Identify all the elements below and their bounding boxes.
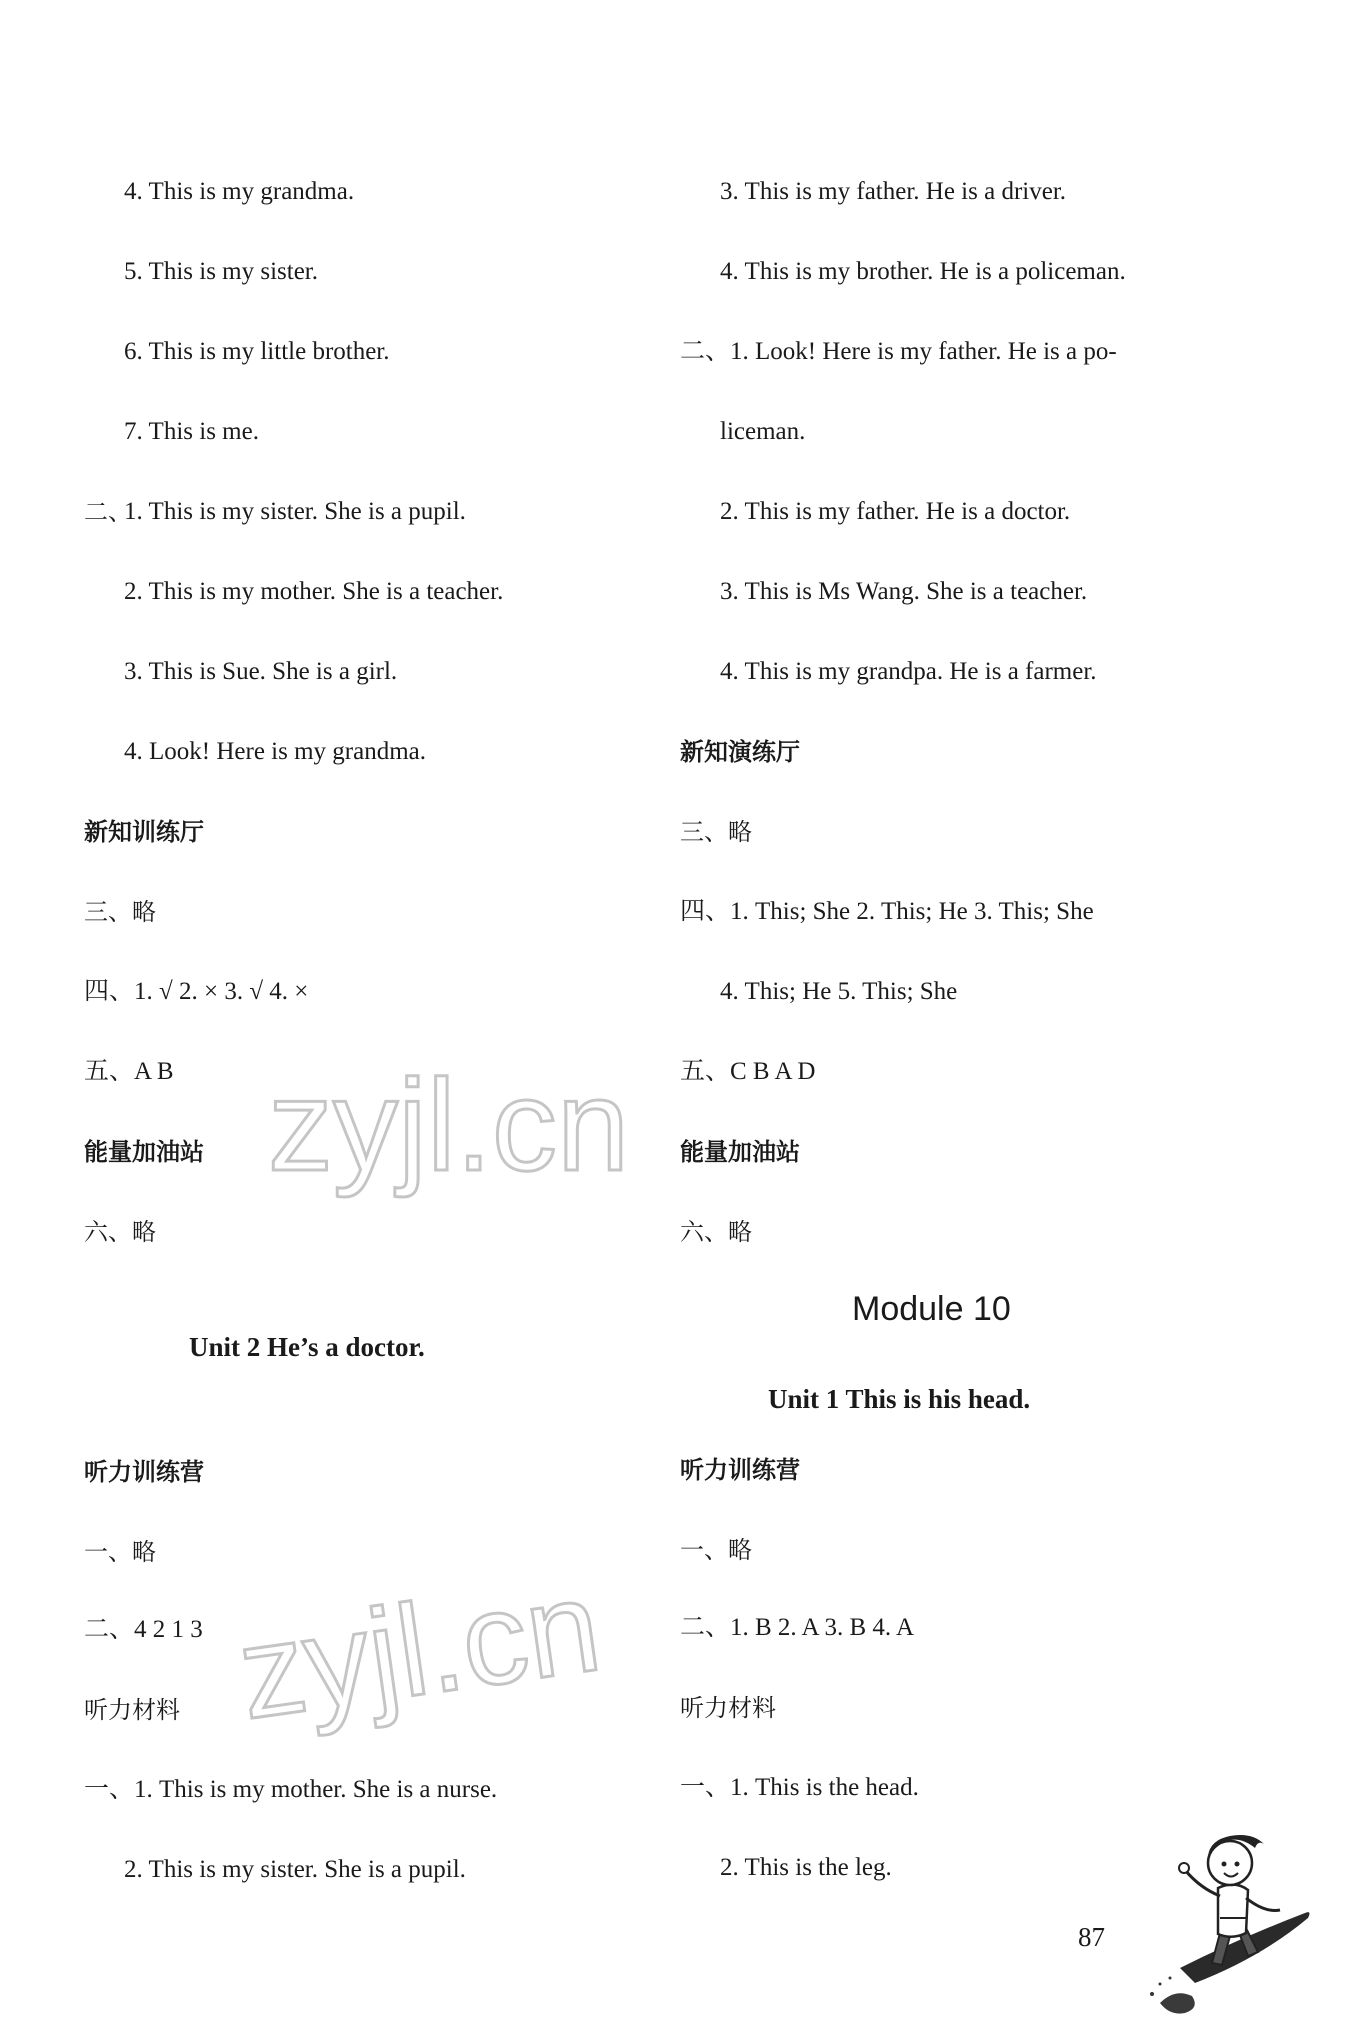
unit-title: Unit 1 This is his head. [768, 1384, 1031, 1414]
answer-line: 一、略 [84, 1538, 156, 1566]
watermark: zyjl.cn [268, 1052, 630, 1198]
answer-line: 4. This is my brother. He is a policeman. [720, 258, 1126, 285]
answer-line: 二、1. B 2. A 3. B 4. A [680, 1614, 915, 1641]
answer-line: 1. This is my sister. She is a pupil. [124, 498, 466, 525]
module-title: Module 10 [852, 1290, 1011, 1328]
answer-line: 2. This is my father. He is a doctor. [720, 498, 1071, 525]
section-heading: 能量加油站 [84, 1138, 204, 1166]
answer-line: 一、1. This is my mother. She is a nurse. [84, 1776, 498, 1803]
answer-line: 五、A B [84, 1058, 174, 1085]
section-label: 听力材料 [84, 1696, 180, 1724]
section-marker: 二、 [84, 498, 132, 526]
answer-line: 6. This is my little brother. [124, 338, 390, 365]
answer-line: 4. This is my grandpa. He is a farmer. [720, 658, 1097, 685]
answer-line: 3. This is my father. He is a driver. [720, 178, 1067, 205]
answer-line: 二、1. Look! Here is my father. He is a po- [680, 338, 1117, 365]
section-label: 听力材料 [680, 1694, 776, 1722]
answer-line: 三、略 [680, 818, 752, 846]
answer-line: 二、4 2 1 3 [84, 1616, 203, 1643]
unit-title: Unit 2 He’s a doctor. [189, 1332, 425, 1362]
answer-line: 五、C B A D [680, 1058, 816, 1085]
section-heading: 听力训练营 [84, 1458, 204, 1486]
answer-line: 5. This is my sister. [124, 258, 319, 285]
section-heading: 听力训练营 [680, 1456, 800, 1484]
answer-line: 2. This is my sister. She is a pupil. [124, 1856, 466, 1883]
answer-line: 六、略 [84, 1218, 156, 1246]
answer-line: 7. This is me. [124, 418, 259, 445]
answer-line: 3. This is Sue. She is a girl. [124, 658, 398, 685]
answer-line: 3. This is Ms Wang. She is a teacher. [720, 578, 1088, 605]
answer-line: 六、略 [680, 1218, 752, 1246]
answer-line: 三、略 [84, 898, 156, 926]
section-heading: 能量加油站 [680, 1138, 800, 1166]
answer-line: 4. This is my grandma. [124, 178, 355, 205]
watermark: zyjl.cn [230, 1551, 609, 1747]
answer-line: 4. Look! Here is my grandma. [124, 738, 427, 765]
answer-line: 一、略 [680, 1536, 752, 1564]
answer-line: 2. This is the leg. [720, 1854, 892, 1881]
surfer-illustration [1140, 1818, 1320, 2018]
answer-line: 4. This; He 5. This; She [720, 978, 958, 1005]
answer-line: 四、1. √ 2. × 3. √ 4. × [84, 978, 309, 1005]
page-number: 87 [1078, 1922, 1105, 1952]
section-heading: 新知训练厅 [84, 818, 204, 846]
section-heading: 新知演练厅 [680, 738, 800, 766]
answer-line: 四、1. This; She 2. This; He 3. This; She [680, 898, 1094, 925]
answer-line: liceman. [720, 418, 806, 445]
answer-line: 一、1. This is the head. [680, 1774, 919, 1801]
answer-line: 2. This is my mother. She is a teacher. [124, 578, 504, 605]
